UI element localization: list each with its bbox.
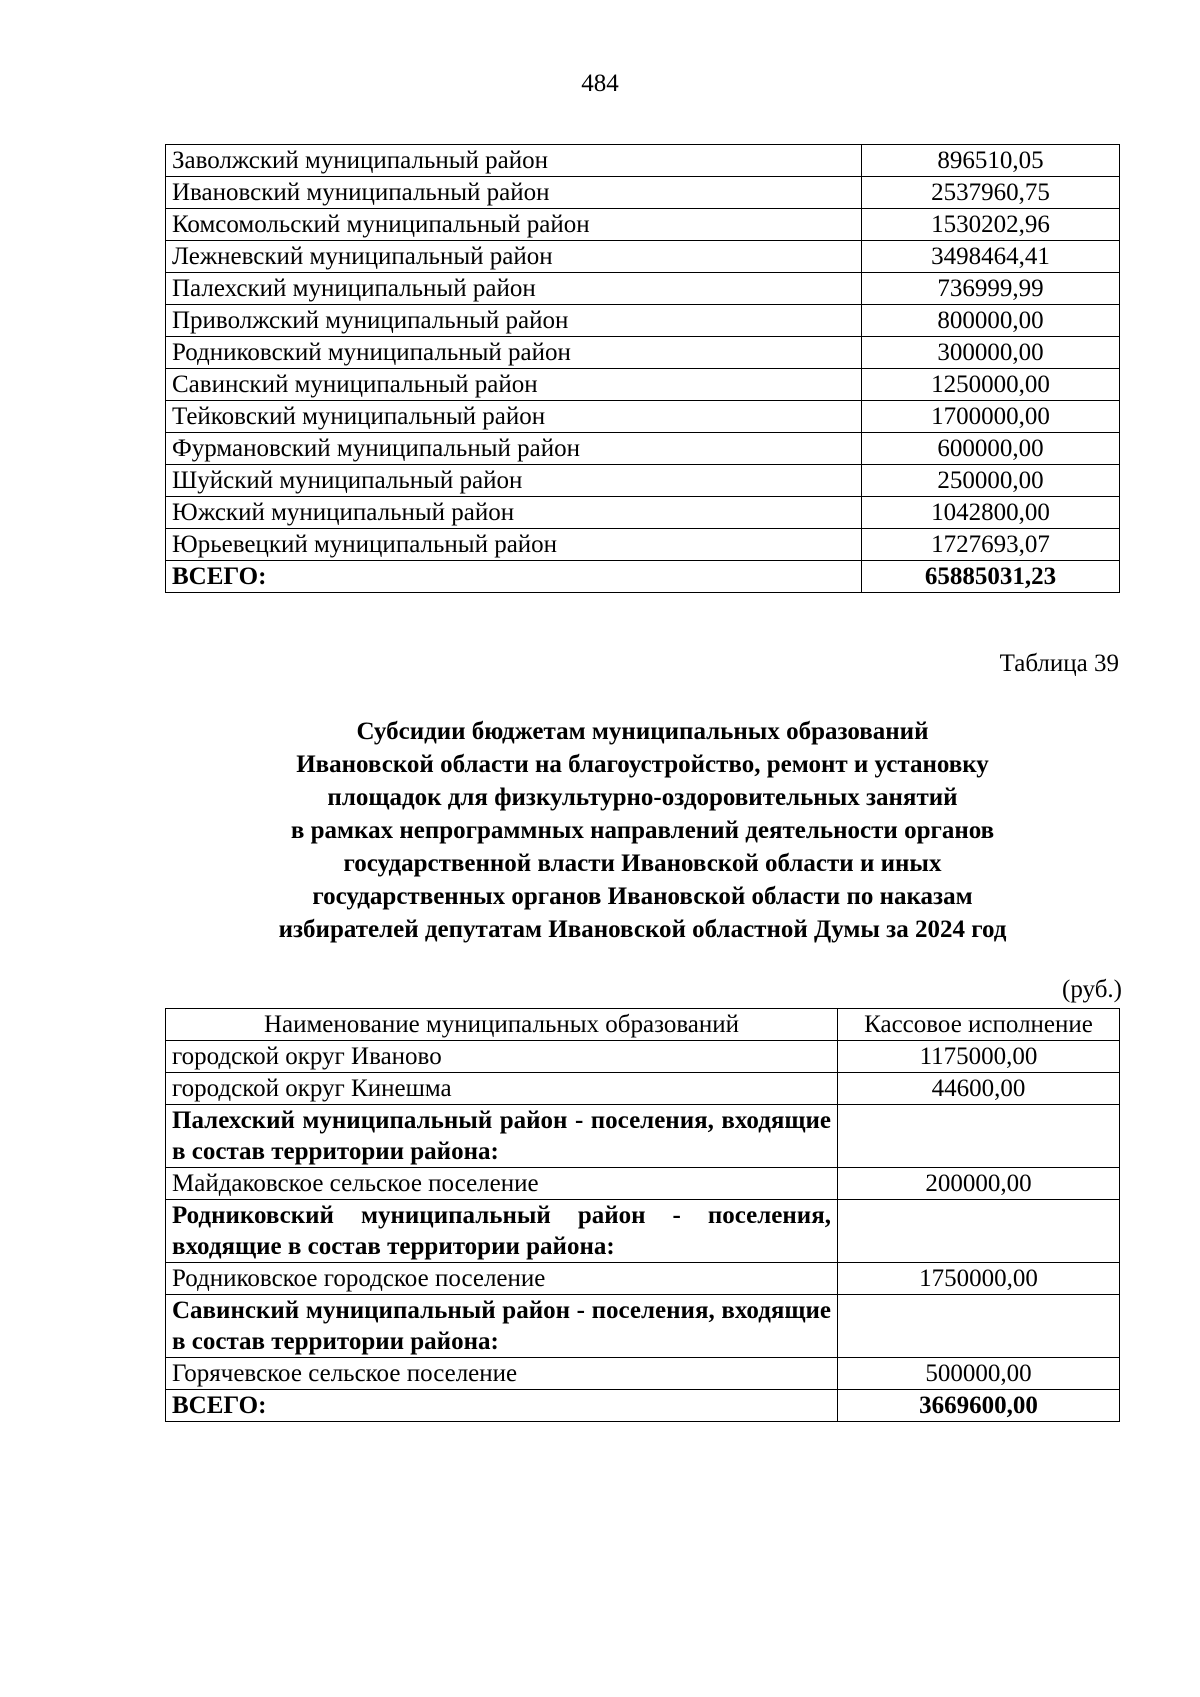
district-value: 1042800,00 <box>862 497 1120 529</box>
table-row <box>166 241 1120 273</box>
group-heading: Палехский муниципальный район - поселения, входящие в состав территории района: <box>166 1105 838 1168</box>
total-row <box>166 561 1120 593</box>
entity-name: Горячевское сельское поселение <box>166 1358 838 1390</box>
district-name: Палехский муниципальный район <box>166 273 862 305</box>
units-label: (руб.) <box>1062 976 1122 1003</box>
group-heading: Савинский муниципальный район - поселения, входящие в состав территории района: <box>166 1295 838 1358</box>
table-number-label: Таблица 39 <box>999 650 1119 677</box>
district-value: 1530202,96 <box>862 209 1120 241</box>
table-row <box>166 529 1120 561</box>
district-name: Шуйский муниципальный район <box>166 465 862 497</box>
district-name: Южский муниципальный район <box>166 497 862 529</box>
district-name: Комсомольский муниципальный район <box>166 209 862 241</box>
entity-value: 44600,00 <box>838 1073 1120 1105</box>
column-header-name: Наименование муниципальных образований <box>166 1009 838 1041</box>
table-title <box>165 715 1120 946</box>
entity-value: 200000,00 <box>838 1168 1120 1200</box>
group-row <box>166 1105 1120 1168</box>
table-row <box>166 433 1120 465</box>
table-row <box>166 465 1120 497</box>
total-label: ВСЕГО: <box>166 1390 838 1422</box>
district-name: Фурмановский муниципальный район <box>166 433 862 465</box>
table-row <box>166 1358 1120 1390</box>
table-row <box>166 305 1120 337</box>
table-row <box>166 145 1120 177</box>
entity-name: Майдаковское сельское поселение <box>166 1168 838 1200</box>
district-value: 300000,00 <box>862 337 1120 369</box>
subsidies-table <box>165 1008 1120 1422</box>
page-number: 484 <box>581 70 619 97</box>
district-value: 736999,99 <box>862 273 1120 305</box>
district-name: Родниковский муниципальный район <box>166 337 862 369</box>
entity-value: 1750000,00 <box>838 1263 1120 1295</box>
district-name: Заволжский муниципальный район <box>166 145 862 177</box>
district-value: 600000,00 <box>862 433 1120 465</box>
table-row <box>166 497 1120 529</box>
entity-name: городской округ Иваново <box>166 1041 838 1073</box>
district-value: 800000,00 <box>862 305 1120 337</box>
total-value: 3669600,00 <box>838 1390 1120 1422</box>
district-name: Савинский муниципальный район <box>166 369 862 401</box>
empty-cell <box>838 1105 1120 1168</box>
title-line: избирателей депутатам Ивановской областной Думы за 2024 год <box>278 916 1007 943</box>
table-row <box>166 401 1120 433</box>
district-name: Тейковский муниципальный район <box>166 401 862 433</box>
entity-name: городской округ Кинешма <box>166 1073 838 1105</box>
table-row <box>166 337 1120 369</box>
table-row <box>166 1263 1120 1295</box>
title-line: в рамках непрограммных направлений деятельности органов <box>290 817 995 844</box>
table-row <box>166 1041 1120 1073</box>
total-label: ВСЕГО: <box>166 561 862 593</box>
entity-value: 500000,00 <box>838 1358 1120 1390</box>
table-row <box>166 177 1120 209</box>
title-line: государственных органов Ивановской области по наказам <box>312 883 973 910</box>
title-line: площадок для физкультурно-оздоровительных занятий <box>327 784 958 811</box>
total-row <box>166 1390 1120 1422</box>
title-line: Ивановской области на благоустройство, ремонт и установку <box>296 751 989 778</box>
header-row <box>166 1009 1120 1041</box>
district-name: Приволжский муниципальный район <box>166 305 862 337</box>
district-name: Юрьевецкий муниципальный район <box>166 529 862 561</box>
district-value: 2537960,75 <box>862 177 1120 209</box>
table-row <box>166 209 1120 241</box>
column-header-value: Кассовое исполнение <box>838 1009 1120 1041</box>
district-name: Ивановский муниципальный район <box>166 177 862 209</box>
district-name: Лежневский муниципальный район <box>166 241 862 273</box>
empty-cell <box>838 1295 1120 1358</box>
district-value: 896510,05 <box>862 145 1120 177</box>
title-line: государственной власти Ивановской области и иных <box>343 850 942 877</box>
group-heading: Родниковский муниципальный район - поселения, входящие в состав территории района: <box>166 1200 838 1263</box>
empty-cell <box>838 1200 1120 1263</box>
district-value: 250000,00 <box>862 465 1120 497</box>
group-row <box>166 1200 1120 1263</box>
title-line: Субсидии бюджетам муниципальных образований <box>356 718 929 745</box>
district-value: 1727693,07 <box>862 529 1120 561</box>
table-row <box>166 369 1120 401</box>
group-row <box>166 1295 1120 1358</box>
table-row <box>166 273 1120 305</box>
districts-table <box>165 144 1120 593</box>
district-value: 1250000,00 <box>862 369 1120 401</box>
entity-value: 1175000,00 <box>838 1041 1120 1073</box>
district-value: 1700000,00 <box>862 401 1120 433</box>
district-value: 3498464,41 <box>862 241 1120 273</box>
table-row <box>166 1168 1120 1200</box>
table-row <box>166 1073 1120 1105</box>
total-value: 65885031,23 <box>862 561 1120 593</box>
entity-name: Родниковское городское поселение <box>166 1263 838 1295</box>
